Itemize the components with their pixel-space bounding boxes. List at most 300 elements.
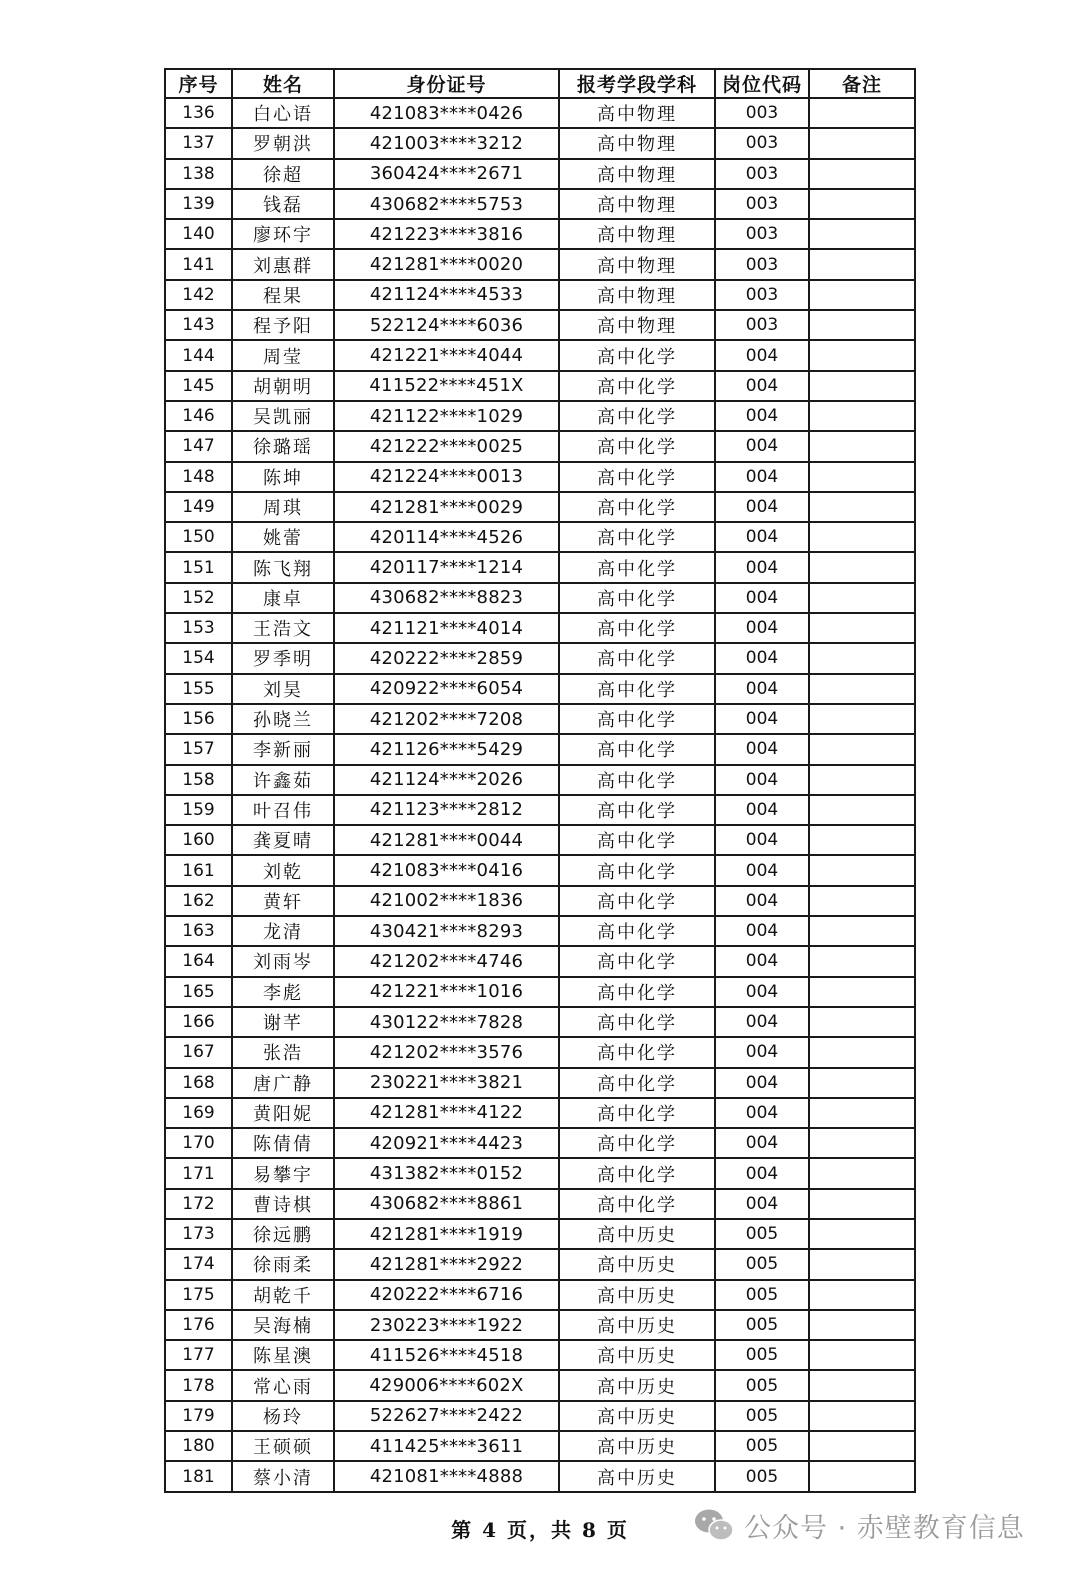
cell-name: 孙晓兰: [232, 704, 334, 734]
cell-subject: 高中化学: [559, 522, 715, 552]
cell-position-code: 004: [715, 825, 809, 855]
cell-name: 周莹: [232, 340, 334, 370]
cell-remarks: [809, 855, 915, 885]
cell-subject: 高中化学: [559, 1189, 715, 1219]
cell-id-number: 420114****4526: [334, 522, 559, 552]
cell-position-code: 004: [715, 795, 809, 825]
cell-name: 吴凯丽: [232, 401, 334, 431]
cell-index: 143: [165, 310, 232, 340]
cell-position-code: 003: [715, 159, 809, 189]
cell-remarks: [809, 1280, 915, 1310]
cell-position-code: 003: [715, 249, 809, 279]
table-row: [165, 1340, 915, 1370]
cell-remarks: [809, 340, 915, 370]
cell-position-code: 004: [715, 371, 809, 401]
cell-subject: 高中化学: [559, 583, 715, 613]
cell-remarks: [809, 643, 915, 673]
cell-name: 吴海楠: [232, 1310, 334, 1340]
cell-id-number: 420922****6054: [334, 674, 559, 704]
cell-name: 胡乾千: [232, 1280, 334, 1310]
cell-id-number: 411522****451X: [334, 371, 559, 401]
cell-index: 152: [165, 583, 232, 613]
header-id-number: 身份证号: [334, 69, 559, 98]
cell-id-number: 421083****0416: [334, 855, 559, 885]
cell-position-code: 004: [715, 734, 809, 764]
table-row: [165, 1461, 915, 1491]
cell-position-code: 004: [715, 492, 809, 522]
table-row: [165, 431, 915, 461]
cell-remarks: [809, 1098, 915, 1128]
cell-id-number: 420921****4423: [334, 1128, 559, 1158]
table-row: [165, 643, 915, 673]
candidate-table: [164, 68, 916, 1493]
cell-index: 163: [165, 916, 232, 946]
cell-remarks: [809, 734, 915, 764]
cell-subject: 高中化学: [559, 704, 715, 734]
cell-name: 刘乾: [232, 855, 334, 885]
cell-id-number: 421081****4888: [334, 1461, 559, 1491]
cell-name: 蔡小清: [232, 1461, 334, 1491]
cell-remarks: [809, 1340, 915, 1370]
cell-remarks: [809, 977, 915, 1007]
cell-id-number: 430421****8293: [334, 916, 559, 946]
cell-position-code: 005: [715, 1431, 809, 1461]
table-row: [165, 401, 915, 431]
cell-subject: 高中化学: [559, 825, 715, 855]
cell-position-code: 005: [715, 1370, 809, 1400]
cell-name: 李新丽: [232, 734, 334, 764]
cell-index: 178: [165, 1370, 232, 1400]
cell-id-number: 420117****1214: [334, 552, 559, 582]
cell-subject: 高中化学: [559, 371, 715, 401]
cell-remarks: [809, 371, 915, 401]
cell-subject: 高中历史: [559, 1401, 715, 1431]
table-row: [165, 765, 915, 795]
cell-id-number: 421281****0029: [334, 492, 559, 522]
table-row: [165, 583, 915, 613]
cell-index: 156: [165, 704, 232, 734]
cell-id-number: 230223****1922: [334, 1310, 559, 1340]
table-row: [165, 1037, 915, 1067]
table-row: [165, 886, 915, 916]
cell-position-code: 005: [715, 1461, 809, 1491]
cell-remarks: [809, 795, 915, 825]
cell-index: 168: [165, 1068, 232, 1098]
cell-id-number: 421122****1029: [334, 401, 559, 431]
cell-remarks: [809, 1461, 915, 1491]
cell-name: 徐雨柔: [232, 1249, 334, 1279]
cell-remarks: [809, 1007, 915, 1037]
cell-subject: 高中历史: [559, 1370, 715, 1400]
cell-name: 陈飞翔: [232, 552, 334, 582]
cell-id-number: 421124****4533: [334, 280, 559, 310]
cell-name: 许鑫茹: [232, 765, 334, 795]
cell-name: 龙清: [232, 916, 334, 946]
cell-name: 王浩文: [232, 613, 334, 643]
cell-index: 154: [165, 643, 232, 673]
cell-subject: 高中历史: [559, 1340, 715, 1370]
table-row: [165, 734, 915, 764]
table-row: [165, 1370, 915, 1400]
cell-remarks: [809, 462, 915, 492]
cell-name: 张浩: [232, 1037, 334, 1067]
cell-subject: 高中化学: [559, 1007, 715, 1037]
cell-id-number: 421281****0044: [334, 825, 559, 855]
table-row: [165, 310, 915, 340]
table-row: [165, 1128, 915, 1158]
cell-position-code: 004: [715, 946, 809, 976]
cell-subject: 高中化学: [559, 855, 715, 885]
cell-index: 161: [165, 855, 232, 885]
cell-name: 刘昊: [232, 674, 334, 704]
cell-name: 黄阳妮: [232, 1098, 334, 1128]
cell-index: 147: [165, 431, 232, 461]
cell-subject: 高中化学: [559, 462, 715, 492]
cell-id-number: 421124****2026: [334, 765, 559, 795]
table-row: [165, 916, 915, 946]
cell-index: 141: [165, 249, 232, 279]
cell-position-code: 005: [715, 1401, 809, 1431]
cell-position-code: 004: [715, 583, 809, 613]
table-row: [165, 219, 915, 249]
page-footer: 第 4 页，共 8 页: [451, 1518, 629, 1542]
cell-index: 148: [165, 462, 232, 492]
cell-position-code: 004: [715, 431, 809, 461]
cell-remarks: [809, 916, 915, 946]
table-row: [165, 795, 915, 825]
cell-subject: 高中物理: [559, 280, 715, 310]
cell-subject: 高中化学: [559, 734, 715, 764]
cell-index: 157: [165, 734, 232, 764]
cell-id-number: 421003****3212: [334, 128, 559, 158]
cell-subject: 高中化学: [559, 977, 715, 1007]
cell-index: 155: [165, 674, 232, 704]
cell-remarks: [809, 613, 915, 643]
cell-id-number: 421202****7208: [334, 704, 559, 734]
cell-remarks: [809, 189, 915, 219]
header-name: 姓名: [232, 69, 334, 98]
cell-id-number: 421121****4014: [334, 613, 559, 643]
table-row: [165, 1401, 915, 1431]
cell-position-code: 004: [715, 340, 809, 370]
cell-id-number: 420222****2859: [334, 643, 559, 673]
watermark-text: 公众号 · 赤壁教育信息: [744, 1512, 1025, 1544]
cell-name: 钱磊: [232, 189, 334, 219]
cell-name: 谢芊: [232, 1007, 334, 1037]
cell-remarks: [809, 522, 915, 552]
cell-remarks: [809, 1219, 915, 1249]
cell-position-code: 004: [715, 886, 809, 916]
cell-remarks: [809, 825, 915, 855]
cell-position-code: 004: [715, 522, 809, 552]
cell-index: 169: [165, 1098, 232, 1128]
table-row: [165, 1098, 915, 1128]
table-row: [165, 674, 915, 704]
cell-id-number: 411526****4518: [334, 1340, 559, 1370]
cell-position-code: 005: [715, 1280, 809, 1310]
wechat-icon: [692, 1505, 736, 1545]
cell-index: 151: [165, 552, 232, 582]
cell-subject: 高中物理: [559, 189, 715, 219]
cell-index: 149: [165, 492, 232, 522]
table-row: [165, 704, 915, 734]
cell-id-number: 421281****2922: [334, 1249, 559, 1279]
cell-id-number: 430682****5753: [334, 189, 559, 219]
cell-id-number: 421202****3576: [334, 1037, 559, 1067]
cell-index: 150: [165, 522, 232, 552]
cell-position-code: 004: [715, 1189, 809, 1219]
cell-name: 曹诗棋: [232, 1189, 334, 1219]
cell-index: 160: [165, 825, 232, 855]
cell-remarks: [809, 704, 915, 734]
cell-name: 李彪: [232, 977, 334, 1007]
table-row: [165, 977, 915, 1007]
cell-remarks: [809, 583, 915, 613]
table-row: [165, 1310, 915, 1340]
table-row: [165, 98, 915, 128]
cell-id-number: 421126****5429: [334, 734, 559, 764]
cell-name: 罗季明: [232, 643, 334, 673]
cell-index: 142: [165, 280, 232, 310]
cell-index: 136: [165, 98, 232, 128]
cell-id-number: 430682****8823: [334, 583, 559, 613]
cell-position-code: 005: [715, 1219, 809, 1249]
cell-name: 周琪: [232, 492, 334, 522]
table-row: [165, 1189, 915, 1219]
cell-remarks: [809, 128, 915, 158]
cell-name: 罗朝洪: [232, 128, 334, 158]
header-index: 序号: [165, 69, 232, 98]
cell-position-code: 004: [715, 1007, 809, 1037]
cell-index: 144: [165, 340, 232, 370]
cell-name: 刘惠群: [232, 249, 334, 279]
cell-name: 陈星澳: [232, 1340, 334, 1370]
cell-remarks: [809, 552, 915, 582]
cell-id-number: 522124****6036: [334, 310, 559, 340]
cell-subject: 高中化学: [559, 946, 715, 976]
cell-position-code: 004: [715, 1037, 809, 1067]
table-row: [165, 855, 915, 885]
cell-index: 139: [165, 189, 232, 219]
cell-subject: 高中化学: [559, 886, 715, 916]
cell-index: 140: [165, 219, 232, 249]
cell-subject: 高中化学: [559, 1098, 715, 1128]
watermark: [692, 1505, 1025, 1545]
cell-position-code: 003: [715, 189, 809, 219]
cell-index: 158: [165, 765, 232, 795]
cell-id-number: 429006****602X: [334, 1370, 559, 1400]
cell-id-number: 421221****1016: [334, 977, 559, 1007]
cell-id-number: 522627****2422: [334, 1401, 559, 1431]
table-row: [165, 1431, 915, 1461]
cell-name: 黄轩: [232, 886, 334, 916]
cell-name: 杨玲: [232, 1401, 334, 1431]
table-row: [165, 1158, 915, 1188]
cell-id-number: 420222****6716: [334, 1280, 559, 1310]
cell-position-code: 004: [715, 1128, 809, 1158]
cell-remarks: [809, 492, 915, 522]
cell-position-code: 005: [715, 1310, 809, 1340]
cell-subject: 高中化学: [559, 916, 715, 946]
cell-name: 程果: [232, 280, 334, 310]
table-row: [165, 189, 915, 219]
cell-id-number: 421223****3816: [334, 219, 559, 249]
cell-subject: 高中物理: [559, 159, 715, 189]
cell-position-code: 004: [715, 704, 809, 734]
cell-index: 177: [165, 1340, 232, 1370]
cell-subject: 高中化学: [559, 643, 715, 673]
cell-position-code: 003: [715, 219, 809, 249]
cell-index: 162: [165, 886, 232, 916]
cell-position-code: 004: [715, 1158, 809, 1188]
cell-name: 叶召伟: [232, 795, 334, 825]
cell-position-code: 004: [715, 765, 809, 795]
cell-subject: 高中历史: [559, 1310, 715, 1340]
cell-position-code: 004: [715, 1098, 809, 1128]
cell-name: 徐超: [232, 159, 334, 189]
cell-remarks: [809, 159, 915, 189]
cell-remarks: [809, 249, 915, 279]
cell-remarks: [809, 280, 915, 310]
cell-index: 181: [165, 1461, 232, 1491]
cell-subject: 高中物理: [559, 128, 715, 158]
cell-id-number: 421222****0025: [334, 431, 559, 461]
cell-id-number: 421281****1919: [334, 1219, 559, 1249]
cell-index: 145: [165, 371, 232, 401]
cell-index: 171: [165, 1158, 232, 1188]
table-row: [165, 1249, 915, 1279]
cell-name: 陈坤: [232, 462, 334, 492]
cell-index: 175: [165, 1280, 232, 1310]
cell-name: 唐广静: [232, 1068, 334, 1098]
cell-name: 程予阳: [232, 310, 334, 340]
cell-name: 白心语: [232, 98, 334, 128]
table-row: [165, 462, 915, 492]
cell-id-number: 431382****0152: [334, 1158, 559, 1188]
cell-id-number: 421202****4746: [334, 946, 559, 976]
cell-index: 167: [165, 1037, 232, 1067]
cell-position-code: 004: [715, 643, 809, 673]
cell-name: 刘雨岑: [232, 946, 334, 976]
cell-index: 166: [165, 1007, 232, 1037]
cell-position-code: 004: [715, 855, 809, 885]
cell-subject: 高中历史: [559, 1461, 715, 1491]
cell-position-code: 003: [715, 128, 809, 158]
cell-remarks: [809, 310, 915, 340]
cell-name: 陈倩倩: [232, 1128, 334, 1158]
cell-index: 159: [165, 795, 232, 825]
cell-id-number: 421281****4122: [334, 1098, 559, 1128]
header-subject: 报考学段学科: [559, 69, 715, 98]
cell-subject: 高中物理: [559, 98, 715, 128]
cell-remarks: [809, 1249, 915, 1279]
cell-subject: 高中物理: [559, 249, 715, 279]
cell-name: 徐远鹏: [232, 1219, 334, 1249]
cell-remarks: [809, 886, 915, 916]
cell-index: 165: [165, 977, 232, 1007]
cell-name: 易攀宇: [232, 1158, 334, 1188]
cell-subject: 高中物理: [559, 219, 715, 249]
cell-subject: 高中历史: [559, 1249, 715, 1279]
cell-subject: 高中化学: [559, 552, 715, 582]
cell-remarks: [809, 765, 915, 795]
table-row: [165, 613, 915, 643]
table-row: [165, 159, 915, 189]
table-row: [165, 492, 915, 522]
cell-index: 179: [165, 1401, 232, 1431]
cell-remarks: [809, 1431, 915, 1461]
cell-subject: 高中化学: [559, 1128, 715, 1158]
cell-index: 138: [165, 159, 232, 189]
cell-index: 164: [165, 946, 232, 976]
cell-remarks: [809, 98, 915, 128]
cell-remarks: [809, 1310, 915, 1340]
cell-subject: 高中化学: [559, 431, 715, 461]
table-row: [165, 1280, 915, 1310]
cell-name: 廖环宇: [232, 219, 334, 249]
cell-position-code: 003: [715, 310, 809, 340]
table-row: [165, 1068, 915, 1098]
cell-name: 姚蕾: [232, 522, 334, 552]
cell-name: 王硕硕: [232, 1431, 334, 1461]
cell-name: 龚夏晴: [232, 825, 334, 855]
cell-position-code: 003: [715, 280, 809, 310]
cell-subject: 高中化学: [559, 1068, 715, 1098]
cell-remarks: [809, 1158, 915, 1188]
cell-subject: 高中物理: [559, 310, 715, 340]
cell-remarks: [809, 1128, 915, 1158]
header-position-code: 岗位代码: [715, 69, 809, 98]
cell-remarks: [809, 1037, 915, 1067]
cell-name: 胡朝明: [232, 371, 334, 401]
cell-subject: 高中化学: [559, 765, 715, 795]
cell-id-number: 430122****7828: [334, 1007, 559, 1037]
cell-subject: 高中历史: [559, 1431, 715, 1461]
table-row: [165, 522, 915, 552]
cell-id-number: 421083****0426: [334, 98, 559, 128]
cell-remarks: [809, 1401, 915, 1431]
table-header-row: [165, 69, 915, 98]
cell-index: 180: [165, 1431, 232, 1461]
cell-index: 176: [165, 1310, 232, 1340]
table-row: [165, 280, 915, 310]
cell-index: 137: [165, 128, 232, 158]
table-row: [165, 825, 915, 855]
cell-position-code: 005: [715, 1340, 809, 1370]
cell-name: 常心雨: [232, 1370, 334, 1400]
header-remarks: 备注: [809, 69, 915, 98]
cell-index: 170: [165, 1128, 232, 1158]
table-row: [165, 1219, 915, 1249]
cell-index: 174: [165, 1249, 232, 1279]
cell-subject: 高中化学: [559, 674, 715, 704]
table-row: [165, 249, 915, 279]
cell-id-number: 421281****0020: [334, 249, 559, 279]
table-row: [165, 946, 915, 976]
cell-id-number: 421224****0013: [334, 462, 559, 492]
cell-remarks: [809, 219, 915, 249]
cell-position-code: 004: [715, 916, 809, 946]
cell-remarks: [809, 946, 915, 976]
table-row: [165, 128, 915, 158]
cell-subject: 高中化学: [559, 795, 715, 825]
cell-subject: 高中历史: [559, 1280, 715, 1310]
cell-remarks: [809, 1068, 915, 1098]
table-row: [165, 552, 915, 582]
cell-id-number: 421002****1836: [334, 886, 559, 916]
cell-id-number: 411425****3611: [334, 1431, 559, 1461]
cell-position-code: 004: [715, 462, 809, 492]
